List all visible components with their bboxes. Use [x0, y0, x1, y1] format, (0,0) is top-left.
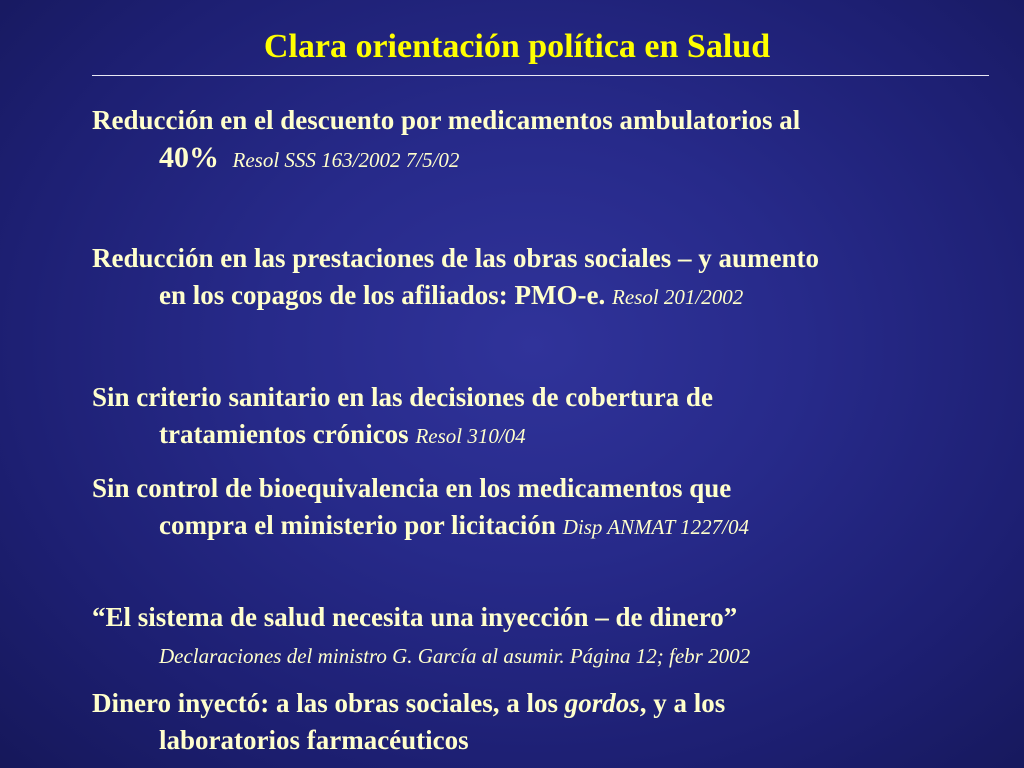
bullet-item-dinero	[92, 685, 1022, 759]
bullet-text-post: , y a los	[639, 688, 726, 718]
bullet-item-prestaciones	[92, 240, 1022, 316]
bullet-main-text: 40%	[159, 141, 219, 174]
slide-title: Clara orientación política en Salud	[263, 28, 771, 65]
bullet-item-bioequivalencia	[92, 470, 1022, 546]
bullet-line-2	[92, 416, 1022, 455]
disposition-reference: Disp ANMAT 1227/04	[562, 515, 749, 539]
quote-text: “El sistema de salud necesita una inyección – de dinero”	[92, 602, 738, 632]
bullet-main-text: tratamientos crónicos	[159, 419, 409, 449]
bullet-main-text: en los copagos de los afiliados: PMO-e.	[159, 280, 606, 310]
bullet-line-1	[92, 685, 1022, 722]
bullet-line-1: Reducción en el descuento por medicamentos ambulatorios al	[92, 105, 801, 135]
bullet-line-2	[92, 277, 1022, 316]
bullet-line-1: Reducción en las prestaciones de las obras sociales – y aumento	[92, 243, 819, 273]
emphasized-word: gordos	[564, 688, 640, 718]
bullet-item-descuento	[92, 102, 1022, 179]
bullet-line-2	[92, 636, 1022, 675]
bullet-main-text: compra el ministerio por licitación	[159, 510, 556, 540]
resolution-reference: Resol 201/2002	[612, 285, 744, 309]
bullet-item-criterio-sanitario	[92, 379, 1022, 455]
resolution-reference: Resol 310/04	[415, 424, 526, 448]
resolution-reference: Resol SSS 163/2002 7/5/02	[232, 148, 460, 172]
bullet-text-pre: Dinero inyectó: a las obras sociales, a los	[92, 688, 558, 718]
bullet-line-2	[92, 139, 1022, 179]
bullet-item-quote	[92, 599, 1022, 675]
bullet-line-2: laboratorios farmacéuticos	[159, 725, 469, 755]
quote-source: Declaraciones del ministro G. García al asumir. Página 12; febr 2002	[159, 644, 751, 668]
title-divider	[92, 75, 989, 76]
bullet-line-1: Sin criterio sanitario en las decisiones de cobertura de	[92, 382, 713, 412]
bullet-line-1: Sin control de bioequivalencia en los medicamentos que	[92, 473, 732, 503]
bullet-line-2	[92, 507, 1022, 546]
